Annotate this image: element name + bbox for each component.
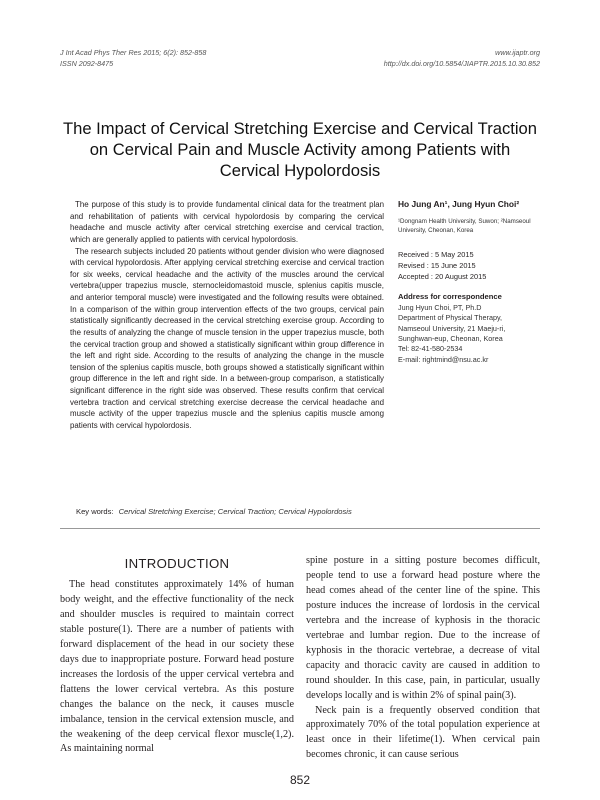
correspondence-address [398, 303, 548, 365]
journal-url[interactable]: www.ijaptr.org [495, 48, 540, 57]
journal-links [384, 47, 540, 69]
article-title: The Impact of Cervical Stretching Exercise and Cervical Traction on Cervical Pain and Muscle Activity among Patients with Cervical Hypolordosis [62, 119, 538, 180]
keywords-label: Key words: [76, 507, 114, 516]
introduction-heading: INTRODUCTION [124, 556, 230, 571]
revised-date: Revised : 15 June 2015 [398, 261, 476, 271]
abstract-paragraph-2: The research subjects included 20 patients without gender division who were diagnosed with cervical hypolordosis. After applying cervical stretching exercise and cervical traction for six weeks, cervical headache and the activity of the muscles around the cervical vertebra(upper trapezius muscle, sternocleidomastoid muscle, splenius capitis muscle, and anterior temporal muscle) were investigated and the following results were obtained. In a comparison of the within group intervention effects of the two groups, cervical pain statistically significantly decreased in the cervical stretching exercise group. According to the results of analyzing the change of muscle tension in the upper trapezius muscle, both the cervical traction group and showed a statistically significant within group difference in the left and right side. According to the results of analyzing the change in the muscle tension of the splenius capitis muscle, both groups showed a statistically significant within group difference in the left and right side. In a between-group comparison, a statistically significant difference in the right side was observed. These results confirm that cervical vertebra traction and cervical stretching exercise decrease the cervical headache and muscle activity of the upper trapezius muscle and the splenius capitis muscle among patients with cervical hypolordosis. [70, 246, 384, 430]
journal-citation: J Int Acad Phys Ther Res 2015; 6(2): 852-858 [60, 48, 207, 57]
body-column-right [306, 554, 540, 763]
affiliations: ¹Dongnam Health University, Suwon; ²Namseoul University, Cheonan, Korea [398, 218, 531, 235]
correspondence-heading: Address for correspondence [398, 292, 502, 302]
intro-paragraph-2: Neck pain is a frequently observed condition that approximately 70% of the total population experience at least once in their lifetime(1). When cervical pain becomes chronic, it can cause serious [306, 704, 540, 761]
section-divider [60, 528, 540, 529]
accepted-date: Accepted : 20 August 2015 [398, 272, 487, 282]
received-date: Received : 5 May 2015 [398, 250, 474, 260]
author-list: Ho Jung An¹, Jung Hyun Choi² [398, 199, 520, 209]
intro-paragraph-continued: spine posture in a sitting posture becomes difficult, people tend to use a forward head posture where the head comes ahead of the center line of the spine. This posture induces the increase of lordosis in the cervical vertebra and the increase of kyphosis in the thoracic vertebrae and lumbar region. Due to the increase of kyphosis in the thoracic vertebrae, a decrease of vital capacity and thoracic cavity are caused in addition to round shoulder. In this case, pain, in particular, usually develops locally and is within 2% of spinal pain(3). [306, 555, 540, 701]
article-info-sidebar [398, 199, 548, 365]
keywords [76, 507, 352, 516]
page-number: 852 [289, 773, 311, 787]
keywords-value: Cervical Stretching Exercise; Cervical Traction; Cervical Hypolordosis [118, 507, 352, 516]
article-dates [398, 249, 548, 282]
body-column-left [60, 578, 294, 757]
correspondence-line: Jung Hyun Choi, PT, Ph.D [398, 302, 482, 312]
correspondence-line: Namseoul University, 21 Maeju-ri, [398, 323, 506, 333]
correspondence-line: Sunghwan-eup, Cheonan, Korea [398, 334, 503, 344]
abstract-paragraph-1: The purpose of this study is to provide fundamental clinical data for the treatment plan and rehabilitation of patients with cervical hypolordosis by comparing the cervical headache and muscle activity after cervical stretching exercise and cervical traction, which are generally applied to patients with cervical hypolordosis. [70, 200, 384, 244]
intro-paragraph-1: The head constitutes approximately 14% of human body weight, and the effective functionality of the neck and shoulder muscles is required to maintain correct stable posture(1). There are a number of patients with forward displacement of the head in our society these days due to inappropriate posture. Forward head posture increases the lordosis of the upper cervical vertebra and flattens the lower cervical vertebra. As this posture changes the balance on the neck, it causes muscle imbalance, tension in the cervical extension muscle, and the weakening of the deep cervical flexor muscle(1,2). As maintaining normal [60, 579, 294, 755]
journal-header [60, 47, 206, 69]
issn: ISSN 2092-8475 [60, 59, 114, 68]
abstract [70, 199, 384, 432]
correspondence-email[interactable]: E-mail: rightmind@nsu.ac.kr [398, 354, 489, 364]
doi-link[interactable]: http://dx.doi.org/10.5854/JIAPTR.2015.10.30.852 [383, 59, 540, 68]
correspondence-line: Department of Physical Therapy, [398, 313, 502, 323]
correspondence-line: Tel: 82-41-580-2534 [398, 344, 463, 354]
